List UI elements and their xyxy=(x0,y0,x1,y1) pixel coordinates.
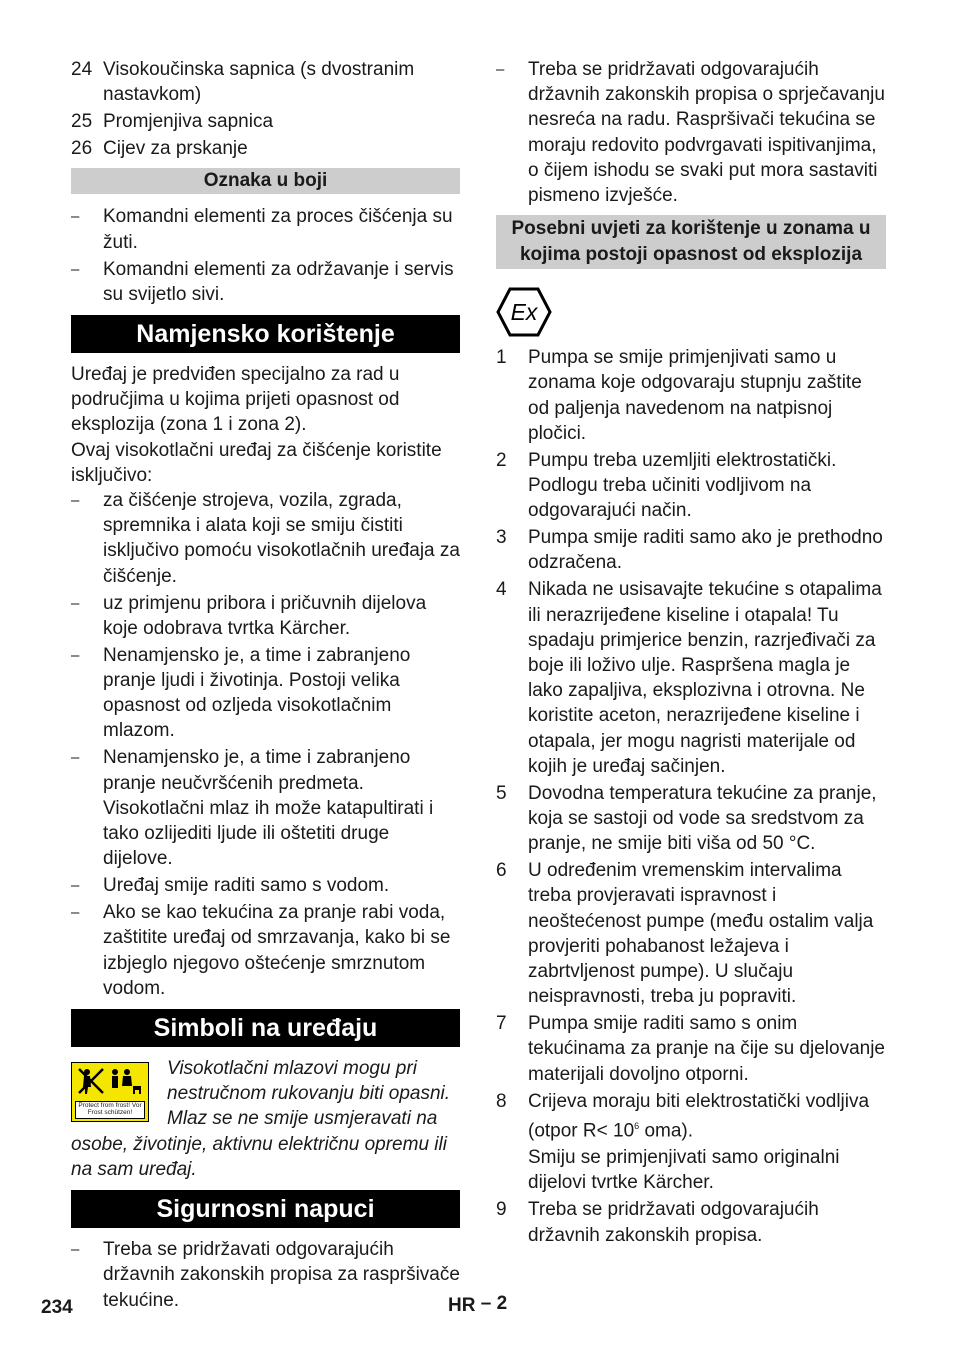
ex-zones-list xyxy=(496,345,886,1248)
dash-bullet: – xyxy=(71,1241,80,1259)
item-text: Nenamjensko je, a time i zabranjeno pranje ljudi i životinja. Postoji velika opasnost od ozljeda visokotlačnim mlazom. xyxy=(103,644,411,742)
color-code-heading: Oznaka u boji xyxy=(71,168,460,194)
list-item xyxy=(71,57,460,107)
right-column xyxy=(496,57,886,1250)
item-number: 25 xyxy=(71,111,93,133)
list-item xyxy=(496,1089,886,1144)
list-item xyxy=(71,136,460,161)
frost-label-text: Protect from frost! Vor Frost schützen! xyxy=(75,1101,145,1119)
intro-paragraph: Ovaj visokotlačni uređaj za čišćenje koristite isključivo: xyxy=(71,439,442,486)
safety-list xyxy=(71,1237,460,1313)
no-spray-person-icon xyxy=(78,1067,104,1095)
dash-bullet: – xyxy=(71,594,80,612)
item-text: Pumpu treba uzemljiti elektrostatički. Podlogu treba učiniti vodljivom na odgovarajući način. xyxy=(528,449,837,522)
item-number: 4 xyxy=(496,579,507,601)
list-item xyxy=(496,1011,886,1087)
item-number: 24 xyxy=(71,59,93,80)
item-text: Dovodna temperatura tekućine za pranje, koja se sastoji od vode sa sredstvom za pranje, ne smije biti viša od 50 °C. xyxy=(528,782,877,855)
item-number: 9 xyxy=(496,1199,507,1221)
language-code: HR xyxy=(448,1295,476,1316)
item-text: uz primjenu pribora i pričuvnih dijelova koje odobrava tvrtka Kärcher. xyxy=(103,592,427,639)
list-item xyxy=(496,525,886,575)
item-continuation: Smiju se primjenjivati samo originalni dijelovi tvrtke Kärcher. xyxy=(528,1147,840,1194)
item-text: Pumpa se smije primjenjivati samo u zonama koje odgovaraju stupnju zaštite od paljenja navedenom na natpisnoj pločici. xyxy=(528,347,862,444)
list-item xyxy=(71,257,460,307)
list-item xyxy=(496,448,886,524)
dash-bullet: – xyxy=(496,61,505,78)
list-item xyxy=(71,900,460,1001)
item-number: 5 xyxy=(496,782,507,804)
dash-bullet: – xyxy=(71,749,80,767)
item-number: 6 xyxy=(496,860,507,882)
list-item xyxy=(71,488,460,589)
symbols-section xyxy=(71,1056,460,1182)
dash-bullet: – xyxy=(71,208,80,226)
item-text: Pumpa smije raditi samo ako je prethodno odzračena. xyxy=(528,527,883,574)
item-text: Treba se pridržavati odgovarajućih državnih zakonskih propisa. xyxy=(528,1199,819,1246)
intro-paragraph: Uređaj je predviđen specijalno za rad u područjima u kojima prijeti opasnost od eksplozija (zona 1 i zona 2). xyxy=(71,364,400,436)
item-text: Komandni elementi za održavanje i servis su svijetlo sivi. xyxy=(103,258,454,305)
ex-zones-heading: Posebni uvjeti za korištenje u zonama u kojima postoji opasnost od eksplozija xyxy=(496,215,886,269)
item-text: U određenim vremenskim intervalima treba provjeravati ispravnost i neoštećenost pumpe (među ostalim valja provjeriti pohabanost ležajeva i zabrtvljenost pumpe). U slučaju neispravnosti, treba ju popraviti. xyxy=(528,860,874,1008)
page-number: 234 xyxy=(41,1297,73,1318)
item-text: za čišćenje strojeva, vozila, zgrada, spremnika i alata koji se smiju čistiti isključivo pomoću visokotlačnih uređaja za čišćenje. xyxy=(103,490,460,587)
item-text: Promjenjiva sapnica xyxy=(103,111,274,133)
dash-bullet: – xyxy=(71,877,80,895)
item-text: Cijev za prskanje xyxy=(103,138,248,160)
svg-text:Ex: Ex xyxy=(510,299,538,326)
list-item xyxy=(496,577,886,779)
section-number: – 2 xyxy=(480,1293,508,1314)
parts-list xyxy=(71,57,460,161)
ex-symbol xyxy=(496,287,886,339)
item-text: Pumpa smije raditi samo s onim tekućinama za pranje na čije su djelovanje materijali dovoljno otporni. xyxy=(528,1013,885,1085)
symbols-heading: Simboli na uređaju xyxy=(71,1009,460,1047)
item-number: 2 xyxy=(496,449,507,471)
item-text: Komandni elementi za proces čišćenja su žuti. xyxy=(103,206,453,253)
high-pressure-warning-label xyxy=(71,1062,149,1122)
item-text: Nenamjensko je, a time i zabranjeno pranje neučvršćenih predmeta. Visokotlačni mlaz ih može katapultirati i tako ozlijediti ljude ili oštetiti druge dijelove. xyxy=(103,747,434,870)
item-text: Nikada ne usisavajte tekućine s otapalima ili nerazrijeđene kiseline i otapala! Tu spadaju primjerice benzin, razrjeđivači za boje ili loživo ulje. Raspršena magla je lako zapaljiva, eksplozivna i otrovna. Ne koristite aceton, nerazrijeđene kiseline i otapala, jer mogu nagristi materijale od kojih je uređaj sačinjen. xyxy=(528,579,882,777)
list-item xyxy=(496,858,886,1009)
ex-hexagon-icon xyxy=(496,287,552,337)
list-item xyxy=(71,204,460,254)
people-animal-icon xyxy=(108,1067,142,1095)
item-text: Treba se pridržavati odgovarajućih državnih zakonskih propisa o sprječavanju nesreća na radu. Raspršivači tekućina se moraju redovito podvrgavati ispitivanjima, o čijem ishodu se svaki put mora sastaviti pismeno izvješće. xyxy=(528,59,885,207)
list-item xyxy=(496,1197,886,1247)
item-text: Crijeva moraju biti elektrostatički vodljiva (otpor $R< 10^6$ oma). xyxy=(528,1090,870,1142)
footer-section-label xyxy=(448,1295,507,1317)
item-text: Visokoučinska sapnica (s dvostranim nastavkom) xyxy=(103,59,415,106)
intended-use-heading: Namjensko korištenje xyxy=(71,315,460,353)
list-item xyxy=(71,109,460,134)
symbols-description: Visokotlačni mlazovi mogu pri nestručnom rukovanju biti opasni. Mlaz se ne smije usmjeravati na osobe, životinje, aktivnu električnu opremu ili na sam uređaj. xyxy=(71,1058,451,1180)
safety-heading: Sigurnosni napuci xyxy=(71,1190,460,1228)
item-number: 7 xyxy=(496,1013,507,1035)
list-item xyxy=(71,873,460,898)
list-item xyxy=(71,745,460,871)
list-item xyxy=(71,643,460,744)
item-text: Uređaj smije raditi samo s vodom. xyxy=(103,875,390,897)
list-item xyxy=(71,1237,460,1313)
intended-use-section xyxy=(71,362,460,1001)
item-number: 1 xyxy=(496,347,507,369)
left-column xyxy=(71,57,460,1315)
list-item xyxy=(496,781,886,857)
dash-bullet: – xyxy=(71,904,80,922)
list-item xyxy=(71,591,460,641)
dash-bullet: – xyxy=(71,260,80,278)
item-number: 8 xyxy=(496,1090,507,1112)
item-number: 26 xyxy=(71,138,93,160)
dash-bullet: – xyxy=(71,646,80,664)
list-item xyxy=(496,345,886,446)
color-code-list xyxy=(71,204,460,307)
dash-bullet: – xyxy=(71,492,80,510)
item-number: 3 xyxy=(496,527,507,549)
list-item xyxy=(496,57,886,208)
item-text: Ako se kao tekućina za pranje rabi voda, zaštitite uređaj od smrzavanja, kako bi se izbjeglo njegovo oštećenje smrznutom vodom. xyxy=(103,902,451,999)
item-text: Treba se pridržavati odgovarajućih državnih zakonskih propisa za raspršivače tekućine. xyxy=(103,1239,460,1311)
